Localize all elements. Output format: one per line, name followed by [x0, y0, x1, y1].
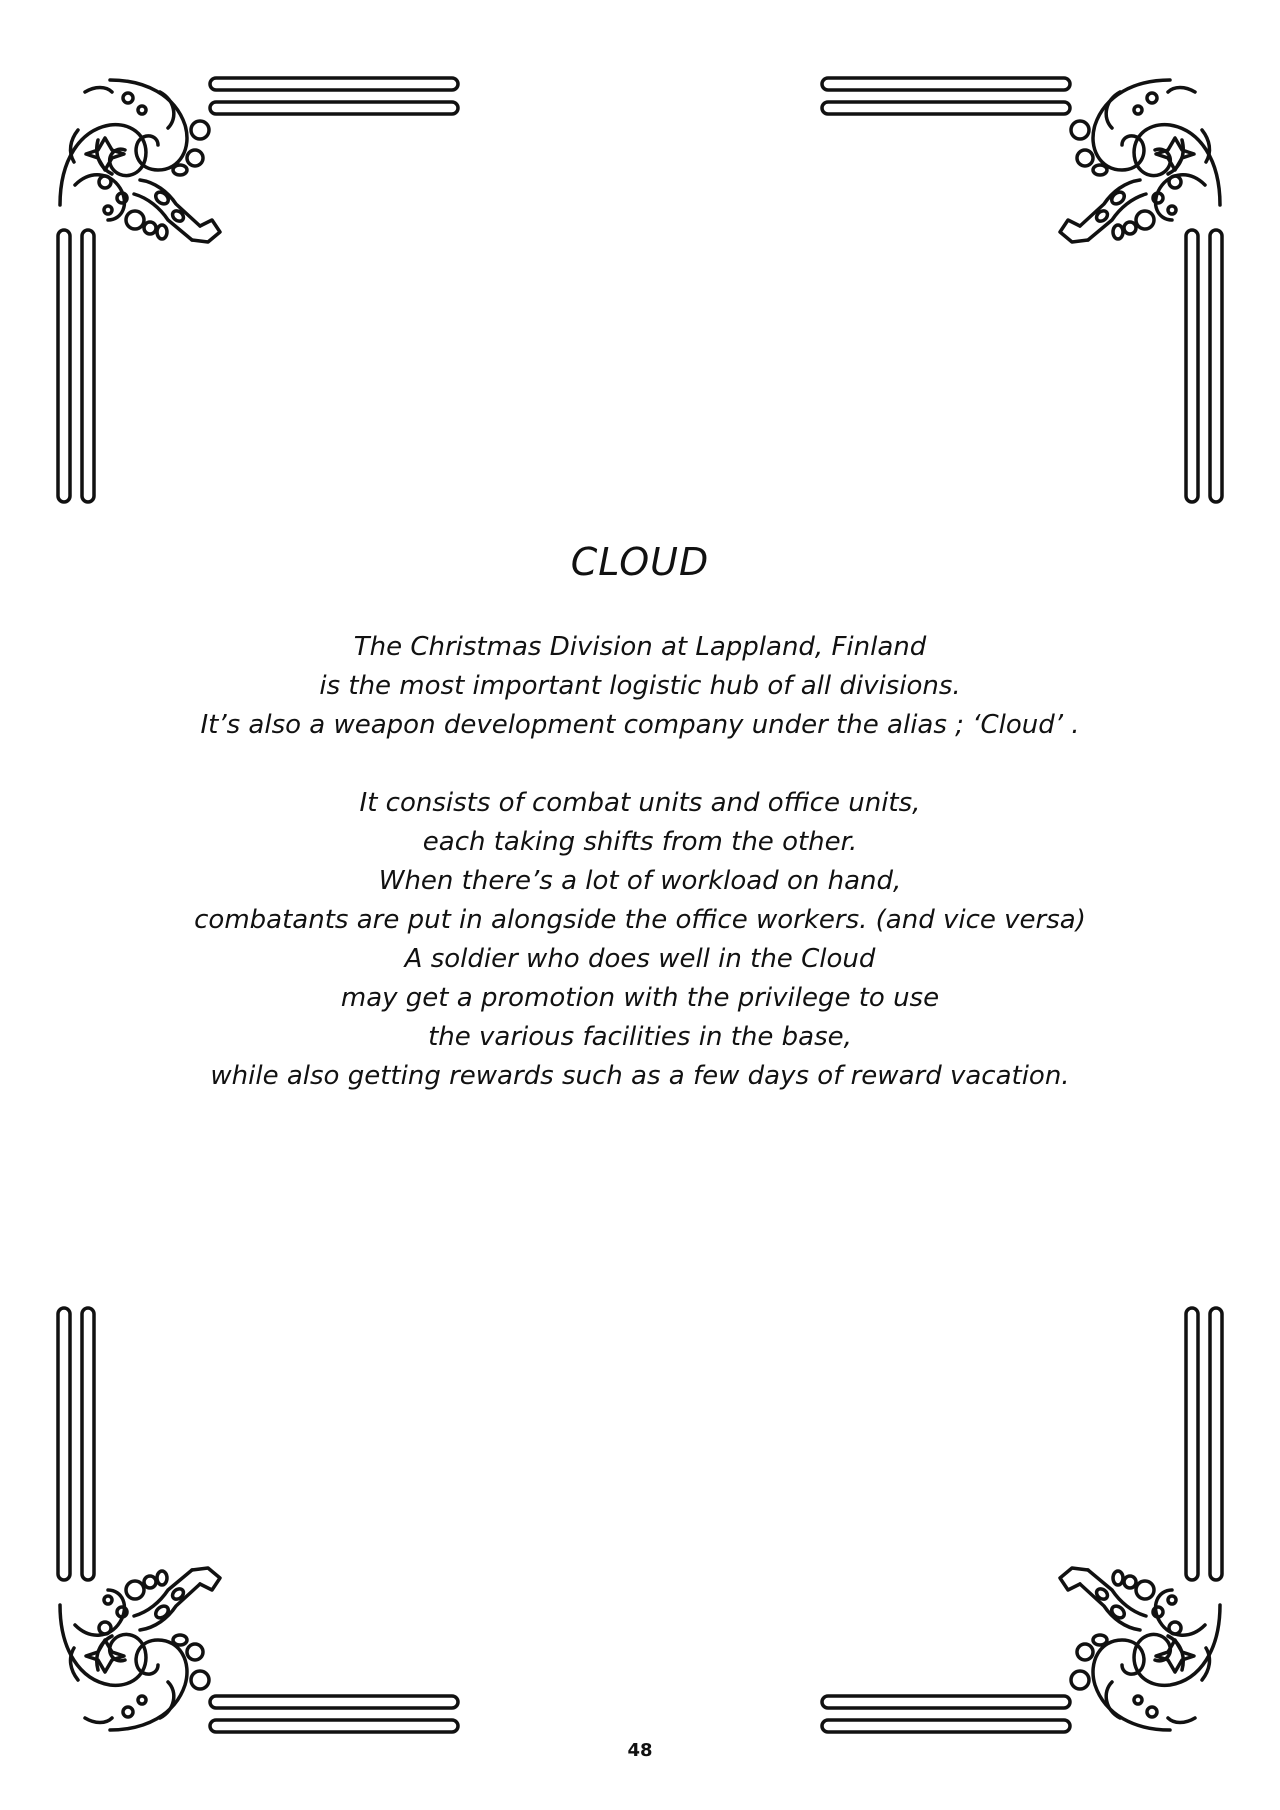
paragraph-line: each taking shifts from the other. — [422, 827, 858, 857]
paragraph-line: The Christmas Division at Lappland, Finland — [353, 632, 927, 662]
paragraph-line: It consists of combat units and office units, — [359, 788, 921, 818]
ornamental-corner-bottom-left — [50, 1300, 470, 1740]
paragraph-gap — [0, 745, 1280, 784]
paragraph-line: It’s also a weapon development company under the alias ; ‘Cloud’ . — [200, 710, 1080, 740]
ornamental-corner-top-right — [810, 70, 1230, 510]
paragraph-line: the various facilities in the base, — [428, 1022, 852, 1052]
paragraph-line: combatants are put in alongside the office workers. (and vice versa) — [194, 905, 1086, 935]
paragraph-line: is the most important logistic hub of all divisions. — [319, 671, 961, 701]
body-text — [0, 628, 1280, 1096]
paragraph-line: may get a promotion with the privilege to use — [340, 983, 940, 1013]
page-number: 48 — [627, 1740, 653, 1761]
paragraph-line: When there’s a lot of workload on hand, — [378, 866, 902, 896]
paragraph-line: while also getting rewards such as a few days of reward vacation. — [210, 1061, 1070, 1091]
page-title: CLOUD — [570, 540, 710, 584]
ornamental-corner-icon — [50, 1300, 470, 1740]
ornamental-corner-icon — [50, 70, 470, 510]
ornamental-corner-icon — [810, 70, 1230, 510]
ornamental-corner-top-left — [50, 70, 470, 510]
paragraph-line: A soldier who does well in the Cloud — [404, 944, 876, 974]
ornamental-corner-icon — [810, 1300, 1230, 1740]
ornamental-corner-bottom-right — [810, 1300, 1230, 1740]
